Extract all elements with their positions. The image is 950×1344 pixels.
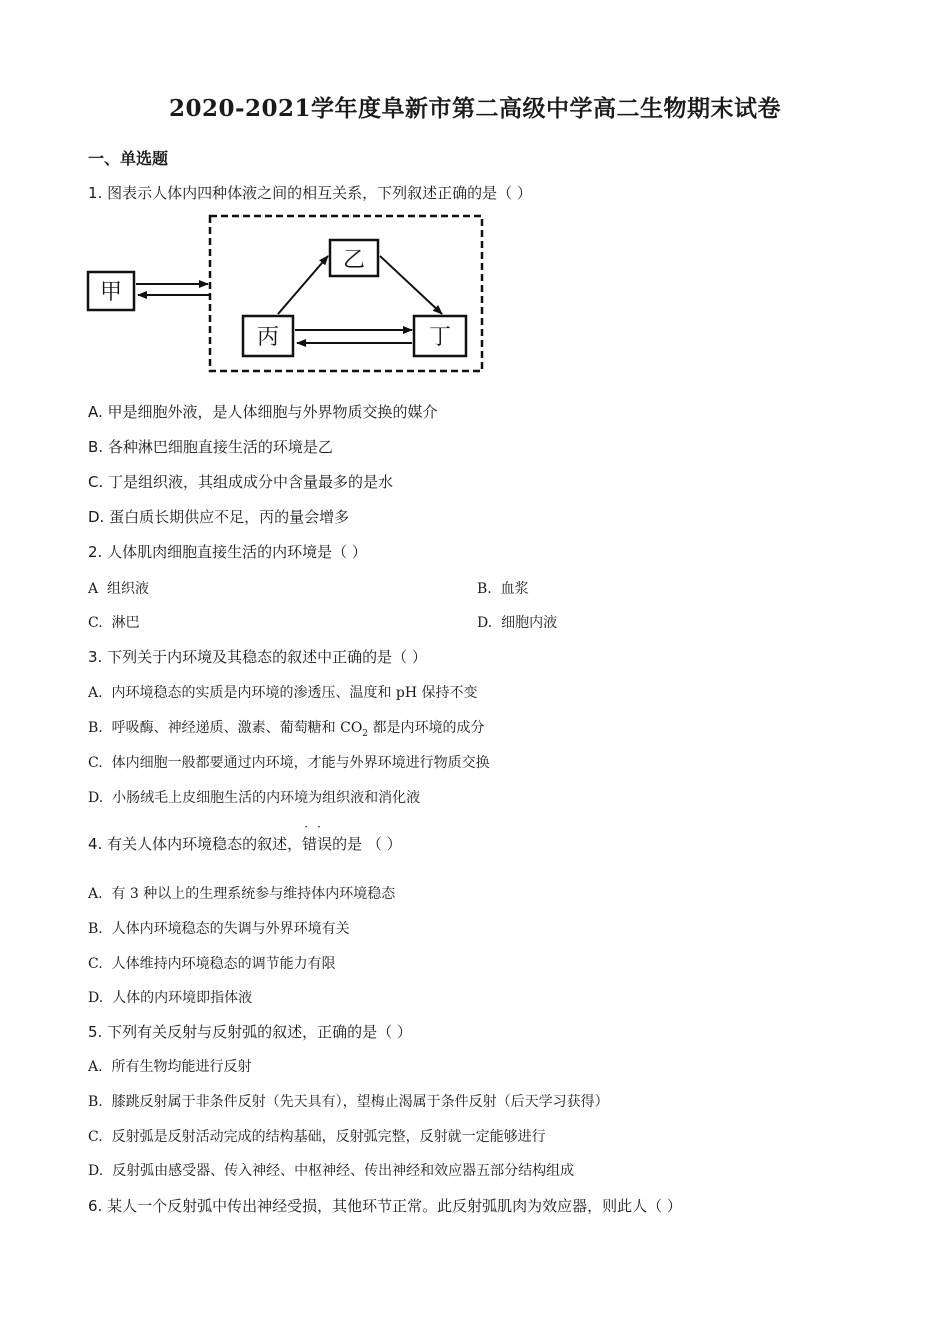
question-5-option-d[interactable] xyxy=(88,1160,574,1180)
option-text: 各种淋巴细胞直接生活的环境是乙 xyxy=(107,438,333,456)
option-letter: A. xyxy=(88,886,103,902)
question-text: 人体肌肉细胞直接生活的内环境是（ ） xyxy=(107,543,367,561)
question-number: 6. xyxy=(88,1197,103,1215)
option-letter: A xyxy=(88,581,99,597)
question-5-option-c[interactable] xyxy=(88,1126,546,1146)
option-text: 所有生物均能进行反射 xyxy=(111,1059,252,1075)
question-4-option-c[interactable] xyxy=(88,953,336,973)
question-3-option-a[interactable] xyxy=(88,682,478,702)
question-3-option-c[interactable] xyxy=(88,752,490,772)
option-text: 人体内环境稳态的失调与外界环境有关 xyxy=(111,921,350,937)
option-text-end: 都是内环境的成分 xyxy=(368,720,485,736)
option-text: 丁是组织液，其组成成分中含量最多的是水 xyxy=(108,473,394,491)
emphasis-dots: ·· xyxy=(304,820,330,834)
option-letter: D. xyxy=(88,508,105,526)
option-letter: B. xyxy=(477,581,492,597)
question-5-stem xyxy=(88,1021,412,1042)
question-1-option-d[interactable] xyxy=(88,506,349,527)
option-letter: B. xyxy=(88,921,103,937)
option-letter: A. xyxy=(88,685,103,701)
option-letter: D. xyxy=(88,790,104,806)
option-letter: A. xyxy=(88,403,103,421)
question-2-option-a[interactable] xyxy=(88,578,149,598)
section-heading: 一、单选题 xyxy=(88,149,169,168)
question-2-option-d[interactable] xyxy=(477,612,557,632)
question-6-stem xyxy=(88,1195,682,1216)
question-3-option-b[interactable] xyxy=(88,717,484,739)
option-text: 人体维持内环境稳态的调节能力有限 xyxy=(111,956,336,972)
option-letter: A. xyxy=(88,1059,103,1075)
option-letter: C. xyxy=(88,755,103,771)
label-bing: 丙 xyxy=(256,325,280,350)
option-text: 甲是细胞外液，是人体细胞与外界物质交换的媒介 xyxy=(107,403,438,421)
question-3-stem xyxy=(88,646,427,667)
option-letter: B. xyxy=(88,720,103,736)
question-text: 下列关于内环境及其稳态的叙述中正确的是（ ） xyxy=(107,648,427,666)
question-number: 4. xyxy=(88,835,103,853)
option-letter: C. xyxy=(88,1129,103,1145)
question-2-option-c[interactable] xyxy=(88,612,140,632)
option-text: 内环境稳态的实质是内环境的渗透压、温度和 pH 保持不变 xyxy=(111,685,478,701)
question-text: 某人一个反射弧中传出神经受损，其他环节正常。此反射弧肌肉为效应器，则此人（ ） xyxy=(107,1197,682,1215)
option-text: 呼吸酶、神经递质、激素、葡萄糖和 CO xyxy=(111,720,363,736)
option-letter: B. xyxy=(88,438,104,456)
question-5-option-b[interactable] xyxy=(88,1091,609,1111)
option-text: 血浆 xyxy=(500,581,529,597)
option-text: 淋巴 xyxy=(111,615,140,631)
option-text: 小肠绒毛上皮细胞生活的内环境为组织液和消化液 xyxy=(112,790,421,806)
option-letter: C. xyxy=(88,473,104,491)
option-letter: D. xyxy=(477,615,493,631)
emphasis-word xyxy=(302,820,333,854)
option-text: 反射弧由感受器、传入神经、中枢神经、传出神经和效应器五部分结构组成 xyxy=(112,1163,575,1179)
body-fluid-diagram xyxy=(86,212,486,374)
question-1-option-c[interactable] xyxy=(88,471,393,492)
question-text: 下列有关反射与反射弧的叙述，正确的是（ ） xyxy=(107,1023,412,1041)
question-text: 有关人体内环境稳态的叙述， xyxy=(107,835,303,853)
subscript: 2 xyxy=(362,728,369,739)
option-text: 蛋白质长期供应不足，丙的量会增多 xyxy=(109,508,350,526)
question-4-option-d[interactable] xyxy=(88,987,252,1007)
label-ding: 丁 xyxy=(428,325,452,350)
option-text: 组织液 xyxy=(107,581,150,597)
question-number: 5. xyxy=(88,1023,103,1041)
emphasis-text: 错误 xyxy=(302,835,333,853)
question-number: 1. xyxy=(88,184,103,202)
option-text: 体内细胞一般都要通过内环境，才能与外界环境进行物质交换 xyxy=(111,755,490,771)
option-letter: B. xyxy=(88,1094,103,1110)
question-1-stem xyxy=(88,182,532,203)
option-text: 有 3 种以上的生理系统参与维持体内环境稳态 xyxy=(111,886,396,902)
question-4-stem xyxy=(88,820,402,854)
question-1-option-a[interactable] xyxy=(88,401,438,422)
option-letter: C. xyxy=(88,956,103,972)
option-text: 膝跳反射属于非条件反射（先天具有），望梅止渴属于条件反射（后天学习获得） xyxy=(111,1094,609,1110)
question-text-end: 的是 （ ） xyxy=(332,835,402,853)
option-text: 细胞内液 xyxy=(501,615,558,631)
option-letter: D. xyxy=(88,1163,104,1179)
option-text: 人体的内环境即指体液 xyxy=(112,990,253,1006)
page-title: 2020-2021学年度阜新市第二高级中学高二生物期末试卷 xyxy=(168,95,782,122)
question-1-option-b[interactable] xyxy=(88,436,333,457)
question-4-option-a[interactable] xyxy=(88,883,395,903)
arrow-bing-to-yi xyxy=(278,256,328,314)
option-letter: D. xyxy=(88,990,104,1006)
question-text: 图表示人体内四种体液之间的相互关系，下列叙述正确的是（ ） xyxy=(107,184,532,202)
option-text: 反射弧是反射活动完成的结构基础，反射弧完整，反射就一定能够进行 xyxy=(111,1129,546,1145)
question-2-option-b[interactable] xyxy=(477,578,529,598)
label-yi: 乙 xyxy=(342,248,366,273)
question-number: 3. xyxy=(88,648,103,666)
question-5-option-a[interactable] xyxy=(88,1056,251,1076)
label-jia: 甲 xyxy=(99,280,123,305)
question-number: 2. xyxy=(88,543,103,561)
question-2-stem xyxy=(88,541,367,562)
arrow-yi-to-ding xyxy=(380,256,442,314)
question-3-option-d[interactable] xyxy=(88,787,420,807)
option-letter: C. xyxy=(88,615,103,631)
question-4-option-b[interactable] xyxy=(88,918,350,938)
